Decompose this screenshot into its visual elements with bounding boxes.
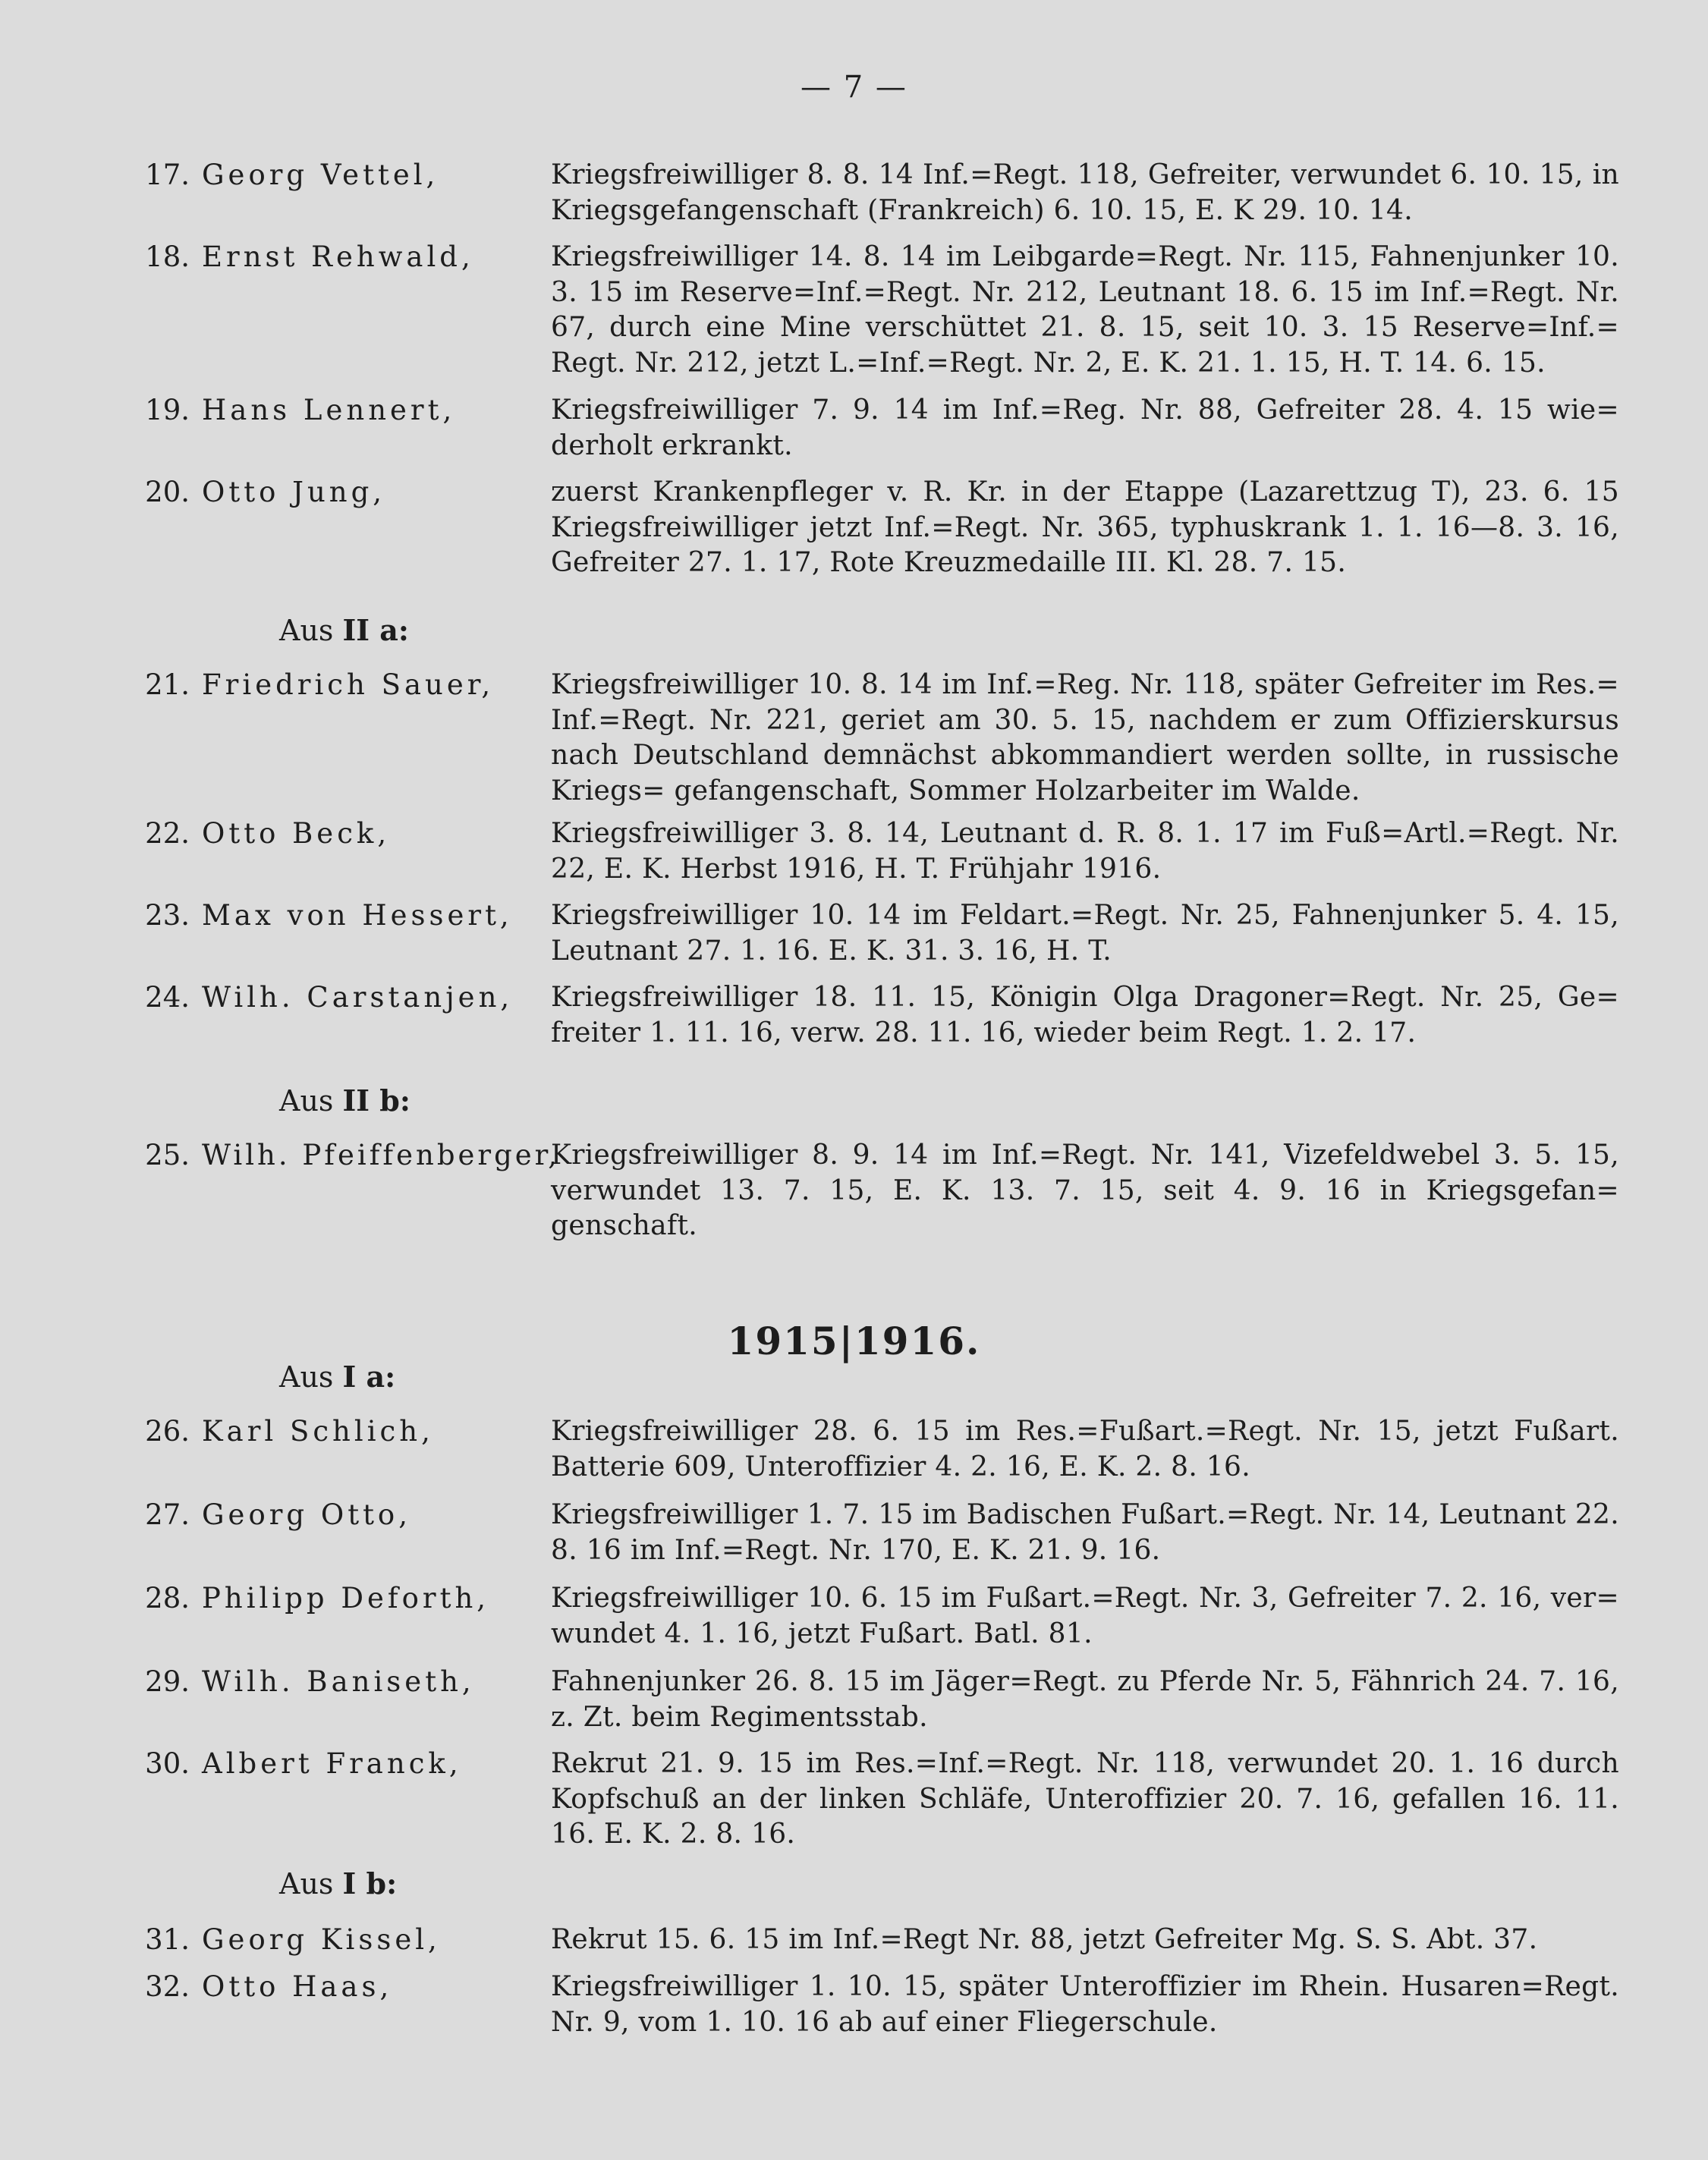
entry-number: 21. bbox=[145, 668, 190, 701]
group-label: II b: bbox=[342, 1083, 410, 1118]
entry-name: Otto Haas, bbox=[202, 1970, 393, 2003]
entry-text: Kriegsfreiwilliger 1. 7. 15 im Badischen Fußart.=Regt. Nr. 14, Leutnant 22. 8. 16 im Inf.=Regt. Nr. 170, E. K. 21. 9. 16. bbox=[551, 1499, 1619, 1566]
entry-number: 27. bbox=[145, 1498, 190, 1531]
entry-name: Hans Lennert, bbox=[202, 394, 456, 426]
entry-number: 17. bbox=[145, 159, 190, 191]
entry-number: 23. bbox=[145, 899, 190, 932]
group-prefix: Aus bbox=[279, 1360, 334, 1394]
entry-number: 24. bbox=[145, 981, 190, 1014]
group-heading bbox=[279, 1360, 395, 1394]
entry-number: 25. bbox=[145, 1139, 190, 1171]
entry-text: Rekrut 21. 9. 15 im Res.=Inf.=Regt. Nr. 118, verwundet 20. 1. 16 durch Kopfschuß an der linken Schläfe, Unteroffizier 20. 7. 16, gefallen 16. 11. 16. E. K. 2. 8. 16. bbox=[551, 1748, 1619, 1850]
entry-name: Max von Hessert, bbox=[202, 899, 513, 932]
group-heading bbox=[279, 1083, 410, 1118]
group-label: I a: bbox=[342, 1360, 396, 1394]
group-label: II a: bbox=[342, 613, 409, 647]
entry-name: Wilh. Baniseth, bbox=[202, 1665, 475, 1698]
entry-number: 28. bbox=[145, 1582, 190, 1614]
entry-number: 32. bbox=[145, 1970, 190, 2003]
entry-number: 30. bbox=[145, 1747, 190, 1780]
entry-text: Kriegsfreiwilliger 10. 14 im Feldart.=Regt. Nr. 25, Fahnenjunker 5. 4. 15, Leutnant 27. 1. 16. E. K. 31. 3. 16, H. T. bbox=[551, 900, 1619, 967]
entry-name: Wilh. Carstanjen, bbox=[202, 981, 514, 1014]
entry-name: Otto Jung, bbox=[202, 476, 386, 508]
entry-text: Kriegsfreiwilliger 8. 9. 14 im Inf.=Regt. Nr. 141, Vizefeldwebel 3. 5. 15, verwundet 13. 7. 15, E. K. 13. 7. 15, seit 4. 9. 16 in Kriegsgefan= genschaft. bbox=[551, 1140, 1619, 1241]
group-prefix: Aus bbox=[279, 1867, 334, 1901]
page-number: — 7 — bbox=[801, 70, 907, 105]
entry-name: Karl Schlich, bbox=[202, 1415, 434, 1448]
entry-name: Georg Vettel, bbox=[202, 159, 439, 191]
group-heading bbox=[279, 1866, 397, 1901]
entry-text: zuerst Krankenpfleger v. R. Kr. in der Etappe (Lazarettzug T), 23. 6. 15 Kriegsfreiwilliger jetzt Inf.=Regt. Nr. 365, typhuskrank 1. 1. 16—8. 3. 16, Gefreiter 27. 1. 17, Rote Kreuzmedaille III. Kl. 28. 7. 15. bbox=[551, 476, 1619, 578]
entry-number: 18. bbox=[145, 241, 190, 273]
entry-text: Kriegsfreiwilliger 7. 9. 14 im Inf.=Reg. Nr. 88, Gefreiter 28. 4. 15 wie= derholt erkrankt. bbox=[551, 395, 1619, 461]
entry-text: Rekrut 15. 6. 15 im Inf.=Regt Nr. 88, jetzt Gefreiter Mg. S. S. Abt. 37. bbox=[551, 1924, 1538, 1955]
entry-text: Kriegsfreiwilliger 18. 11. 15, Königin Olga Dragoner=Regt. Nr. 25, Ge= freiter 1. 11. 16, verw. 28. 11. 16, wieder beim Regt. 1. 2. 17. bbox=[551, 982, 1619, 1049]
entry-number: 29. bbox=[145, 1665, 190, 1698]
entry-number: 26. bbox=[145, 1415, 190, 1448]
entry-text: Kriegsfreiwilliger 14. 8. 14 im Leibgarde=Regt. Nr. 115, Fahnenjunker 10. 3. 15 im Reserve=Inf.=Regt. Nr. 212, Leutnant 18. 6. 15 im Inf.=Regt. Nr. 67, durch eine Mine verschüttet 21. 8. 15, seit 10. 3. 15 Reserve=Inf.= Regt. Nr. 212, jetzt L.=Inf.=Regt. Nr. 2, E. K. 21. 1. 15, H. T. 14. 6. 15. bbox=[551, 241, 1619, 379]
entry-name: Otto Beck, bbox=[202, 817, 391, 850]
entry-text: Kriegsfreiwilliger 10. 6. 15 im Fußart.=Regt. Nr. 3, Gefreiter 7. 2. 16, ver= wundet 4. 1. 16, jetzt Fußart. Batl. 81. bbox=[551, 1583, 1619, 1649]
entry-number: 20. bbox=[145, 476, 190, 508]
entry-number: 19. bbox=[145, 394, 190, 426]
entry-text: Fahnenjunker 26. 8. 15 im Jäger=Regt. zu Pferde Nr. 5, Fähnrich 24. 7. 16, z. Zt. beim Regimentsstab. bbox=[551, 1666, 1619, 1733]
entry-name: Albert Franck, bbox=[202, 1747, 462, 1780]
entry-name: Wilh. Pfeiffenberger, bbox=[202, 1139, 561, 1171]
entry-text: Kriegsfreiwilliger 28. 6. 15 im Res.=Fußart.=Regt. Nr. 15, jetzt Fußart. Batterie 609, Unteroffizier 4. 2. 16, E. K. 2. 8. 16. bbox=[551, 1416, 1619, 1482]
group-heading bbox=[279, 613, 409, 647]
group-prefix: Aus bbox=[279, 614, 334, 647]
entry-number: 22. bbox=[145, 817, 190, 850]
entry-text: Kriegsfreiwilliger 10. 8. 14 im Inf.=Reg. Nr. 118, später Gefreiter im Res.= Inf.=Regt. Nr. 221, geriet am 30. 5. 15, nachdem er zum Offizierskursus nach Deutschland demnächst abkommandiert werden sollte, in russische Kriegs= gefangenschaft, Sommer Holzarbeiter im Walde. bbox=[551, 669, 1619, 806]
entry-name: Georg Kissel, bbox=[202, 1923, 441, 1956]
group-label: I b: bbox=[342, 1866, 398, 1901]
entry-text: Kriegsfreiwilliger 8. 8. 14 Inf.=Regt. 118, Gefreiter, verwundet 6. 10. 15, in Kriegsgefangenschaft (Frankreich) 6. 10. 15, E. K 29. 10. 14. bbox=[551, 159, 1619, 226]
entry-name: Georg Otto, bbox=[202, 1498, 411, 1531]
section-title: 1915|1916. bbox=[727, 1319, 981, 1363]
entry-name: Philipp Deforth, bbox=[202, 1582, 490, 1614]
entry-number: 31. bbox=[145, 1923, 190, 1956]
entry-name: Ernst Rehwald, bbox=[202, 241, 474, 273]
entry-text: Kriegsfreiwilliger 3. 8. 14, Leutnant d. R. 8. 1. 17 im Fuß=Artl.=Regt. Nr. 22, E. K. Herbst 1916, H. T. Frühjahr 1916. bbox=[551, 818, 1619, 885]
entry-name: Friedrich Sauer, bbox=[202, 668, 495, 701]
group-prefix: Aus bbox=[279, 1084, 334, 1118]
entry-text: Kriegsfreiwilliger 1. 10. 15, später Unteroffizier im Rhein. Husaren=Regt. Nr. 9, vom 1. 10. 16 ab auf einer Fliegerschule. bbox=[551, 1971, 1619, 2038]
